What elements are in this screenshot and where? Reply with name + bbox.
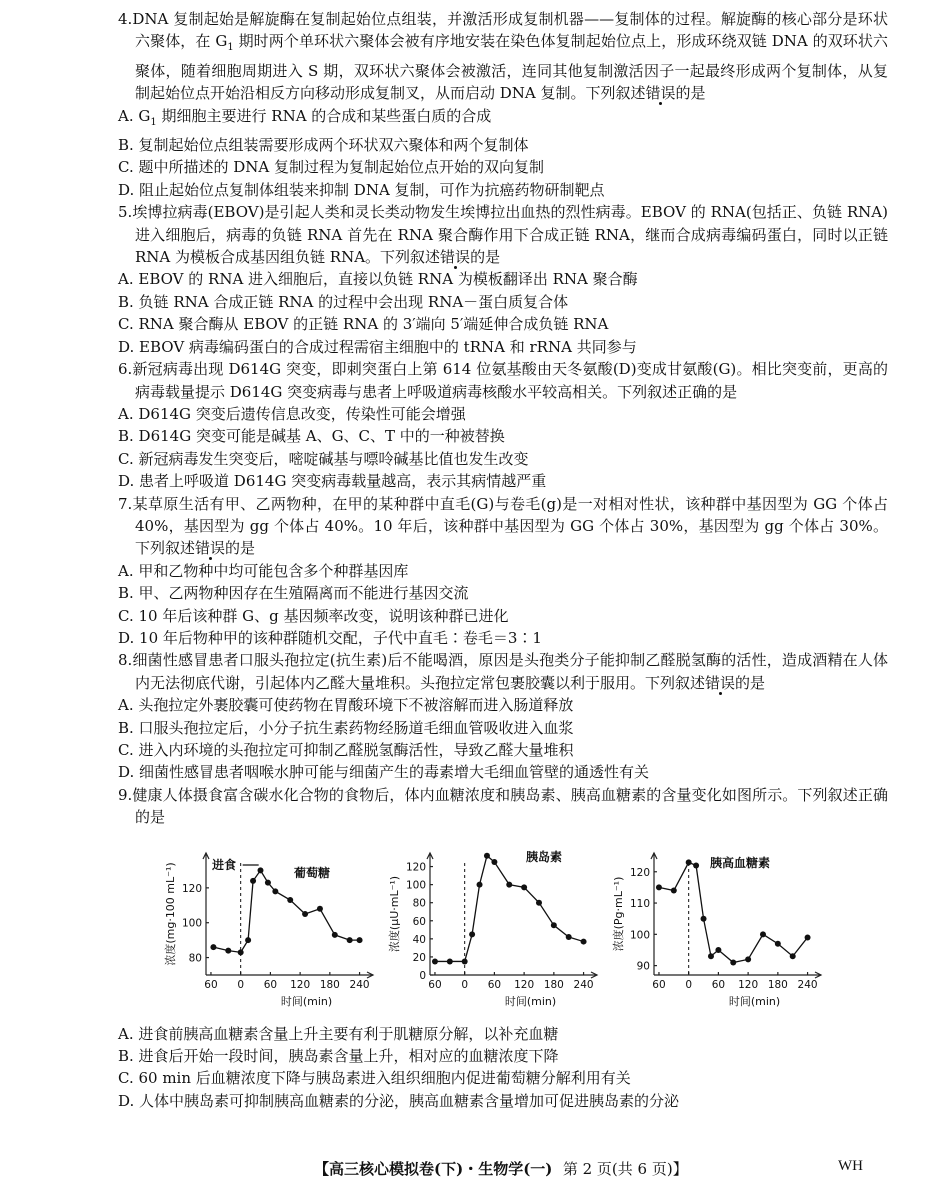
series-line bbox=[659, 862, 808, 962]
option-b: B. 负链 RNA 合成正链 RNA 的过程中会出现 RNA－蛋白质复合体 bbox=[118, 292, 569, 311]
data-point bbox=[245, 937, 251, 943]
subscript: 1 bbox=[150, 116, 157, 128]
y-axis-label: 浓度(mg·100 mL⁻¹) bbox=[164, 861, 177, 966]
option-text: A. G bbox=[118, 106, 151, 125]
data-point bbox=[491, 859, 497, 865]
emphasis-mark: 错误 bbox=[440, 248, 471, 267]
y-tick-label: 100 bbox=[629, 928, 650, 941]
glucagon-chart bbox=[610, 837, 824, 1013]
y-tick-label: 100 bbox=[405, 879, 426, 892]
stem-text: 的是 bbox=[470, 248, 501, 267]
x-tick-label: 60 bbox=[263, 978, 278, 991]
data-point bbox=[484, 852, 490, 858]
data-point bbox=[225, 947, 231, 953]
data-point bbox=[447, 958, 453, 964]
data-point bbox=[805, 934, 811, 940]
data-point bbox=[656, 884, 662, 890]
question-8 bbox=[118, 649, 888, 783]
data-point bbox=[302, 911, 308, 917]
chart-title: 胰高血糖素 bbox=[710, 855, 771, 870]
stem-text: 期时两个单环状六聚体会被有序地安装在染色体复制起始位点上，形成环绕双链 DNA 的双环状六聚体，随着细胞周期进入 S 期，双环状六聚体会被激活，连同其他复制激活因子一起最终形成两个复制体，从复制起始位点开始沿相反方向移动形成复制叉，从而启动 DNA 复制。下列叙述 bbox=[135, 32, 888, 103]
option-d: D. 患者上呼吸道 D614G 突变病毒载量越高，表示其病情越严重 bbox=[118, 472, 547, 491]
option-c: C. 题中所描述的 DNA 复制过程为复制起始位点开始的双向复制 bbox=[118, 158, 545, 177]
data-point bbox=[506, 881, 512, 887]
data-point bbox=[686, 859, 692, 865]
y-axis-label: 浓度(μU·mL⁻¹) bbox=[388, 875, 401, 952]
y-tick-label: 80 bbox=[412, 897, 426, 910]
option-a: A. 进食前胰高血糖素含量上升主要有利于肌糖原分解，以补充血糖 bbox=[118, 1024, 559, 1043]
option-b: B. 复制起始位点组装需要形成两个环状双六聚体和两个复制体 bbox=[118, 136, 529, 155]
x-axis-label: 时间(min) bbox=[280, 994, 333, 1008]
y-tick-label: 120 bbox=[181, 882, 202, 895]
option-d: D. 细菌性感冒患者咽喉水肿可能与细菌产生的毒素增大毛细血管壁的通透性有关 bbox=[118, 763, 650, 782]
emphasis-mark: 错误 bbox=[705, 673, 736, 692]
option-a: A. 甲和乙物种中均可能包含多个种群基因库 bbox=[118, 561, 409, 580]
question-number: 7. bbox=[118, 494, 133, 513]
stem-text: 健康人体摄食富含碳水化合物的食物后，体内血糖浓度和胰岛素、胰高血糖素的含量变化如图所示。下列叙述正确的是 bbox=[132, 785, 888, 827]
x-axis-label: 时间(min) bbox=[728, 994, 781, 1008]
option-d: D. 阻止起始位点复制体组装来抑制 DNA 复制，可作为抗癌药物研制靶点 bbox=[118, 180, 605, 199]
question-stem bbox=[118, 784, 888, 829]
y-tick-label: 40 bbox=[412, 933, 426, 946]
option-d: D. 10 年后物种甲的该种群随机交配，子代中直毛∶卷毛＝3∶1 bbox=[118, 628, 542, 647]
option-c: C. 进入内环境的头孢拉定可抑制乙醛脱氢酶活性，导致乙醛大量堆积 bbox=[118, 741, 574, 759]
footer-title: 【高三核心模拟卷(下)・生物学(一) bbox=[314, 1160, 553, 1178]
x-tick-label: 60 bbox=[428, 978, 442, 991]
question-number: 9. bbox=[118, 785, 133, 804]
option-c: C. 新冠病毒发生突变后，嘧啶碱基与嘌呤碱基比值也发生改变 bbox=[118, 449, 529, 468]
y-tick-label: 0 bbox=[419, 969, 426, 982]
x-tick-label: 60 bbox=[711, 978, 726, 991]
data-point bbox=[357, 937, 363, 943]
question-stem bbox=[118, 649, 888, 694]
question-stem bbox=[118, 8, 888, 105]
x-tick-label: 0 bbox=[237, 978, 245, 991]
data-point bbox=[671, 887, 677, 893]
insulin-chart bbox=[386, 837, 606, 1013]
x-tick-label: 60 bbox=[204, 978, 218, 991]
glucose-chart bbox=[162, 837, 382, 1013]
question-6 bbox=[118, 358, 888, 492]
stem-text: 某草原生活有甲、乙两物种，在甲的某种群中直毛(G)与卷毛(g)是一对相对性状，该种群中基因型为 GG 个体占 40%，基因型为 gg 个体占 40%。10 年后，该种群中基因型为 GG 个体占 30%，基因型为 gg 个体占 30%。下列叙述 bbox=[132, 494, 888, 558]
y-tick-label: 80 bbox=[188, 952, 202, 965]
stem-text: 细菌性感冒患者口服头孢拉定(抗生素)后不能喝酒，原因是头孢类分子能抑制乙醛脱氢酶的活性，造成酒精在人体内无法彻底代谢，引起体内乙醛大量堆积。头孢拉定常包裹胶囊以利于服用。下列叙述 bbox=[132, 651, 888, 692]
data-point bbox=[775, 940, 781, 946]
question-7 bbox=[118, 493, 888, 650]
data-point bbox=[477, 881, 483, 887]
stem-text: 埃博拉病毒(EBOV)是引起人类和灵长类动物发生埃博拉出血热的烈性病毒。EBOV 的 RNA(包括正、负链 RNA)进入细胞后，病毒的负链 RNA 首先在 RNA 聚合酶作用下合成正链 RNA，继而合成病毒编码蛋白，同时以正链 RNA 为模板合成基因组负链 RNA。下列叙述 bbox=[132, 203, 888, 267]
stem-text: 新冠病毒出现 D614G 突变，即刺突蛋白上第 614 位氨基酸由天冬氨酸(D)变成甘氨酸(G)。相比突变前，更高的病毒载量提示 D614G 突变病毒与患者上呼吸道病毒核酸水平较高相关。下列叙述正确的是 bbox=[132, 360, 888, 401]
question-number: 5. bbox=[118, 203, 133, 222]
option-a bbox=[118, 105, 888, 134]
data-point bbox=[693, 862, 699, 868]
x-tick-label: 180 bbox=[319, 978, 340, 991]
data-point bbox=[708, 953, 714, 959]
option-text: 期细胞主要进行 RNA 的合成和某些蛋白质的合成 bbox=[156, 106, 492, 125]
question-stem bbox=[118, 493, 888, 560]
footer-title-block bbox=[314, 1158, 688, 1179]
x-tick-label: 120 bbox=[514, 978, 535, 991]
x-tick-label: 60 bbox=[487, 978, 502, 991]
question-number: 8. bbox=[118, 651, 133, 670]
option-c: C. RNA 聚合酶从 EBOV 的正链 RNA 的 3′端向 5′端延伸合成负链 RNA bbox=[118, 315, 609, 334]
series-line bbox=[213, 870, 359, 952]
stem-text: 的是 bbox=[675, 84, 706, 103]
option-c: C. 60 min 后血糖浓度下降与胰岛素进入组织细胞内促进葡萄糖分解利用有关 bbox=[118, 1069, 631, 1088]
x-tick-label: 240 bbox=[573, 978, 594, 991]
data-point bbox=[536, 899, 542, 905]
y-tick-label: 120 bbox=[405, 861, 426, 874]
question-stem bbox=[118, 201, 888, 268]
data-point bbox=[715, 947, 721, 953]
option-b: B. 进食后开始一段时间，胰岛素含量上升，相对应的血糖浓度下降 bbox=[118, 1047, 559, 1066]
footer-code: WH bbox=[838, 1158, 863, 1174]
data-point bbox=[551, 922, 557, 928]
data-point bbox=[730, 959, 736, 965]
data-point bbox=[701, 915, 707, 921]
page-footer bbox=[0, 1158, 950, 1182]
data-point bbox=[581, 938, 587, 944]
y-tick-label: 100 bbox=[181, 917, 202, 930]
data-point bbox=[272, 888, 278, 894]
y-tick-label: 120 bbox=[629, 866, 650, 879]
x-tick-label: 120 bbox=[738, 978, 759, 991]
option-d: D. 人体中胰岛素可抑制胰高血糖素的分泌，胰高血糖素含量增加可促进胰岛素的分泌 bbox=[118, 1091, 680, 1110]
x-tick-label: 120 bbox=[290, 978, 311, 991]
option-b: B. D614G 突变可能是碱基 A、G、C、T 中的一种被替换 bbox=[118, 427, 505, 446]
data-point bbox=[462, 958, 468, 964]
stem-text: DNA 复制起始是解旋酶在复制起始位点组装，并激活形成复制机器——复制体的过程。解旋酶的核心部分是环状六聚体，在 G bbox=[132, 10, 888, 51]
data-point bbox=[238, 949, 244, 955]
series-line bbox=[435, 855, 584, 961]
option-a: A. D614G 突变后遗传信息改变，传染性可能会增强 bbox=[118, 404, 466, 423]
meal-annotation: 进食 bbox=[212, 857, 237, 872]
stem-text: 的是 bbox=[735, 673, 766, 692]
data-point bbox=[745, 956, 751, 962]
option-c: C. 10 年后该种群 G、g 基因频率改变，说明该种群已进化 bbox=[118, 606, 509, 625]
x-tick-label: 180 bbox=[767, 978, 788, 991]
emphasis-mark: 错误 bbox=[645, 84, 676, 103]
y-tick-label: 60 bbox=[412, 915, 426, 928]
page-number: 第 2 页(共 6 页)】 bbox=[562, 1160, 688, 1178]
option-b: B. 口服头孢拉定后，小分子抗生素药物经肠道毛细血管吸收进入血浆 bbox=[118, 718, 574, 737]
question-number: 6. bbox=[118, 360, 133, 379]
x-tick-label: 0 bbox=[461, 978, 469, 991]
data-point bbox=[332, 932, 338, 938]
exam-page bbox=[118, 8, 888, 1112]
x-tick-label: 60 bbox=[652, 978, 666, 991]
data-point bbox=[790, 953, 796, 959]
x-tick-label: 0 bbox=[685, 978, 693, 991]
data-point bbox=[257, 867, 263, 873]
data-point bbox=[347, 937, 353, 943]
y-tick-label: 110 bbox=[629, 897, 650, 910]
data-point bbox=[250, 878, 256, 884]
data-point bbox=[566, 934, 572, 940]
data-point bbox=[521, 884, 527, 890]
data-point bbox=[469, 931, 475, 937]
option-d: D. EBOV 病毒编码蛋白的合成过程需宿主细胞中的 tRNA 和 rRNA 共同参与 bbox=[118, 337, 637, 356]
option-b: B. 甲、乙两物种因存在生殖隔离而不能进行基因交流 bbox=[118, 584, 469, 603]
data-point bbox=[287, 897, 293, 903]
data-point bbox=[760, 931, 766, 937]
subscript: 1 bbox=[227, 42, 234, 54]
question-9 bbox=[118, 784, 888, 1112]
stem-text: 的是 bbox=[225, 539, 256, 558]
option-a: A. 头孢拉定外裹胶囊可使药物在胃酸环境下不被溶解而进入肠道释放 bbox=[118, 696, 574, 715]
data-point bbox=[432, 958, 438, 964]
question-5 bbox=[118, 201, 888, 358]
question-stem bbox=[118, 358, 888, 403]
x-tick-label: 240 bbox=[349, 978, 370, 991]
question-number: 4. bbox=[118, 10, 133, 28]
question-4 bbox=[118, 8, 888, 201]
data-point bbox=[265, 879, 271, 885]
y-axis-label: 浓度(Pg·mL⁻¹) bbox=[612, 876, 625, 952]
figure-three-charts bbox=[162, 837, 824, 1013]
chart-title: 胰岛素 bbox=[526, 849, 563, 864]
chart-title: 葡萄糖 bbox=[294, 865, 331, 880]
x-tick-label: 240 bbox=[797, 978, 818, 991]
x-tick-label: 180 bbox=[543, 978, 564, 991]
y-tick-label: 20 bbox=[412, 951, 426, 964]
option-a: A. EBOV 的 RNA 进入细胞后，直接以负链 RNA 为模板翻译出 RNA 聚合酶 bbox=[118, 270, 638, 289]
data-point bbox=[210, 944, 216, 950]
y-tick-label: 90 bbox=[636, 960, 650, 973]
x-axis-label: 时间(min) bbox=[504, 994, 557, 1008]
data-point bbox=[317, 905, 323, 911]
emphasis-mark: 错误 bbox=[195, 539, 226, 558]
